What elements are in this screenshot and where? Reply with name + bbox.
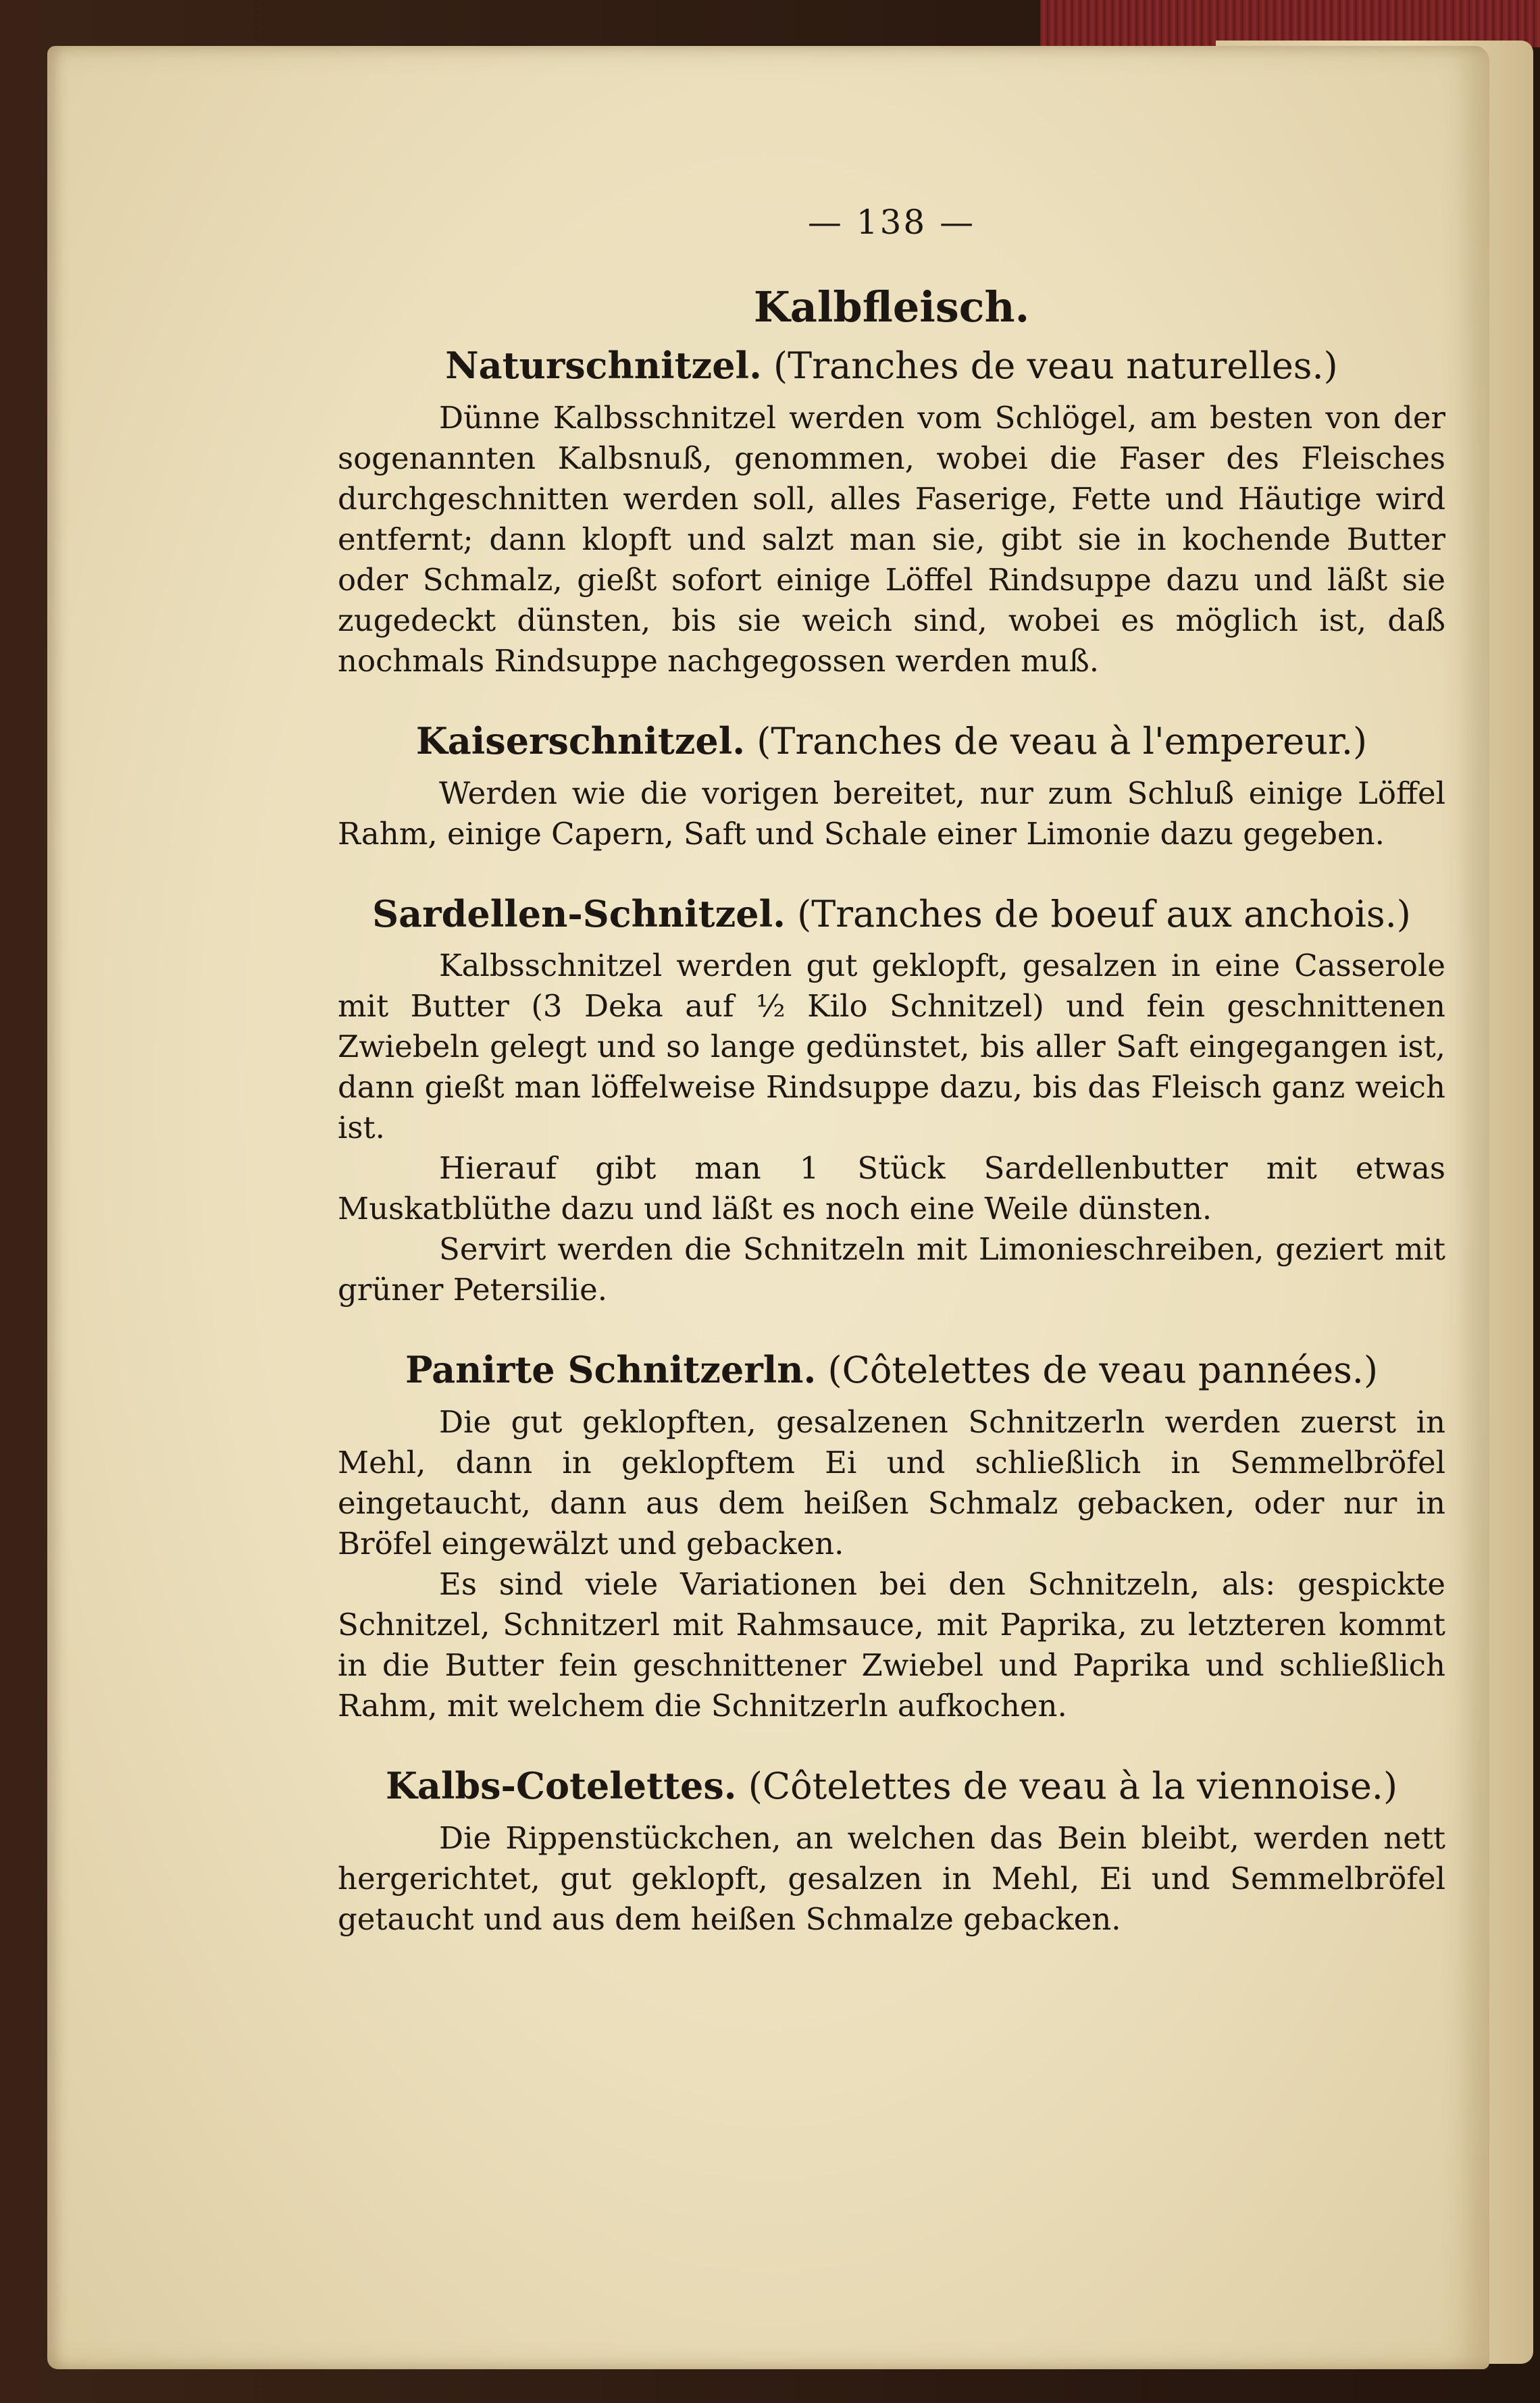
recipe-section <box>338 344 1445 681</box>
recipe-title <box>338 892 1445 937</box>
recipe-title-german: Kalbs-Cotelettes. <box>385 1764 737 1808</box>
recipe-title <box>338 719 1445 764</box>
chapter-title: Kalbfleisch. <box>753 282 1030 332</box>
recipe-section <box>338 719 1445 854</box>
recipe-paragraph: Dünne Kalbsschnitzel werden vom Schlögel, am besten von der sogenannten Kalbsnuß, genommen, wobei die Faser des Fleisches durchgeschnitten werden soll, alles Faserige, Fette und Häutige wird entfernt; dann klopft und salzt man sie, gibt sie in kochende Butter oder Schmalz, gießt sofort einige Löffel Rindsuppe dazu und läßt sie zugedeckt dünsten, bis sie weich sind, wobei es möglich ist, daß nochmals Rindsuppe nachgegossen werden muß. <box>338 399 1445 679</box>
recipe-paragraph: Es sind viele Variationen bei den Schnitzeln, als: gespickte Schnitzel, Schnitzerl mit Rahmsauce, mit Paprika, zu letzteren kommt in die Butter fein geschnittener Zwiebel und Paprika und schließlich Rahm, mit welchem die Schnitzerln aufkochen. <box>338 1566 1445 1724</box>
recipe-title-german: Panirte Schnitzerln. <box>405 1348 817 1392</box>
recipe-title-french: (Côtelettes de veau à la viennoise.) <box>748 1765 1398 1808</box>
recipe-section <box>338 892 1445 1311</box>
recipe-title-french: (Tranches de boeuf aux anchois.) <box>797 892 1411 935</box>
recipe-title-german: Kaiserschnitzel. <box>415 719 746 763</box>
recipe-title <box>338 1764 1445 1809</box>
recipe-paragraph: Hierauf gibt man 1 Stück Sardellenbutter mit etwas Muskatblüthe dazu und läßt es noch eine Weile dünsten. <box>338 1150 1445 1227</box>
recipe-paragraph: Die gut geklopften, gesalzenen Schnitzerln werden zuerst in Mehl, dann in geklopftem Ei und schließlich in Semmelbröfel eingetaucht, dann aus dem heißen Schmalz gebacken, oder nur in Bröfel eingewälzt und gebacken. <box>338 1404 1445 1562</box>
page-number: — 138 — <box>807 203 976 242</box>
recipe-title-german: Sardellen-Schnitzel. <box>372 892 786 935</box>
recipe-title-german: Naturschnitzel. <box>445 344 762 387</box>
recipe-title <box>338 1348 1445 1393</box>
recipe-title-french: (Côtelettes de veau pannées.) <box>827 1349 1379 1392</box>
recipe-section <box>338 1348 1445 1726</box>
recipe-paragraph: Werden wie die vorigen bereitet, nur zum Schluß einige Löffel Rahm, einige Capern, Saft und Schale einer Limonie dazu gegeben. <box>338 775 1445 852</box>
recipe-paragraph: Kalbsschnitzel werden gut geklopft, gesalzen in eine Casserole mit Butter (3 Deka auf ½ Kilo Schnitzel) und fein geschnittenen Zwiebeln gelegt und so lange gedünstet, bis aller Saft eingegangen ist, dann gießt man löffelweise Rindsuppe dazu, bis das Fleisch ganz weich ist. <box>338 948 1445 1146</box>
recipe-section <box>338 1764 1445 1940</box>
page-text <box>338 203 1445 1978</box>
recipe-paragraph: Servirt werden die Schnitzeln mit Limonieschreiben, geziert mit grüner Petersilie. <box>338 1231 1445 1308</box>
recipe-title-french: (Tranches de veau naturelles.) <box>773 344 1338 387</box>
recipe-paragraph: Die Rippenstückchen, an welchen das Bein bleibt, werden nett hergerichtet, gut geklopft, gesalzen in Mehl, Ei und Semmelbröfel getaucht und aus dem heißen Schmalze gebacken. <box>338 1819 1445 1937</box>
recipe-title <box>338 344 1445 388</box>
recipe-title-french: (Tranches de veau à l'empereur.) <box>756 719 1368 763</box>
